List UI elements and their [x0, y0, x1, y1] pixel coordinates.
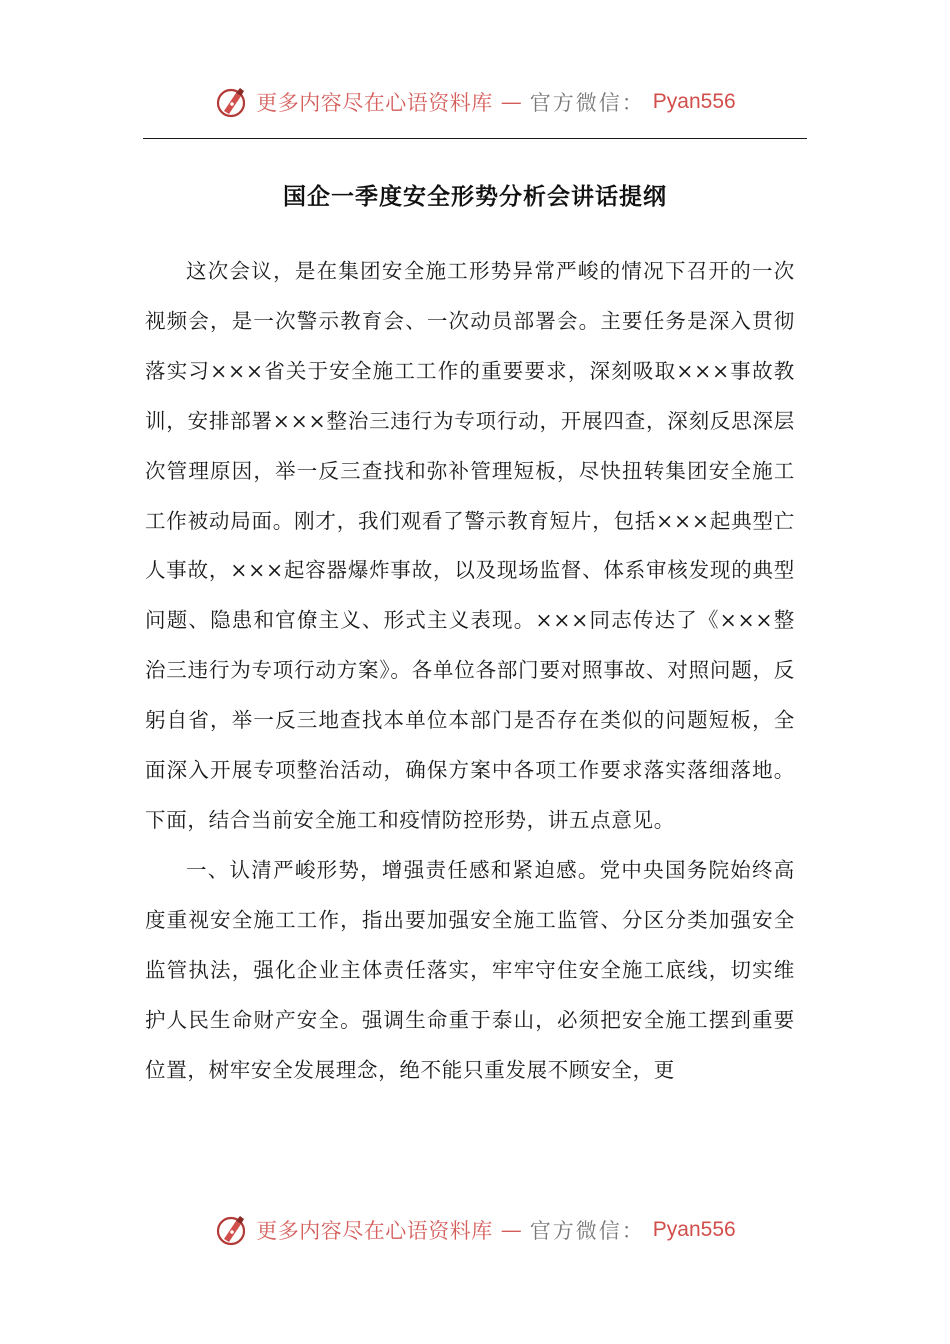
pen-nib-circle-icon — [214, 84, 250, 120]
watermark-dash: — — [500, 1218, 522, 1242]
pen-nib-circle-icon — [214, 1212, 250, 1248]
watermark-text: 更多内容尽在心语资料库 — [256, 1219, 493, 1243]
watermark-text: 更多内容尽在心语资料库 — [256, 91, 493, 115]
watermark-banner-top — [0, 80, 950, 124]
header-divider — [143, 138, 807, 139]
watermark-banner-bottom — [0, 1208, 950, 1252]
watermark-official-label: 官方微信： — [529, 91, 645, 115]
watermark-group — [214, 84, 735, 120]
watermark-group — [214, 1212, 735, 1248]
body-paragraph: 这次会议，是在集团安全施工形势异常严峻的情况下召开的一次视频会，是一次警示教育会、一次动员部署会。主要任务是深入贯彻落实习×××省关于安全施工工作的重要要求，深刻吸取×××事故教训，安排部署×××整治三违行为专项行动，开展四查，深刻反思深层次管理原因，举一反三查找和弥补管理短板，尽快扭转集团安全施工工作被动局面。刚才，我们观看了警示教育短片，包括×××起典型亡人事故，×××起容器爆炸事故，以及现场监督、体系审核发现的典型问题、隐患和官僚主义、形式主义表现。×××同志传达了《×××整治三违行为专项行动方案》。各单位各部门要对照事故、对照问题，反躬自省，举一反三地查找本单位本部门是否存在类似的问题短板，全面深入开展专项整治活动，确保方案中各项工作要求落实落细落地。下面，结合当前安全施工和疫情防控形势，讲五点意见。 — [145, 259, 795, 832]
page-title: 国企一季度安全形势分析会讲话提纲 — [283, 184, 667, 210]
watermark-dash: — — [500, 90, 522, 114]
watermark-wechat-id: Pyan556 — [652, 1218, 736, 1241]
watermark-wechat-id: Pyan556 — [652, 90, 736, 113]
document-body — [145, 247, 795, 1095]
watermark-official-label: 官方微信： — [529, 1219, 645, 1243]
body-paragraph: 一、认清严峻形势，增强责任感和紧迫感。党中央国务院始终高度重视安全施工工作，指出要加强安全施工监管、分区分类加强安全监管执法，强化企业主体责任落实，牢牢守住安全施工底线，切实维护人民生命财产安全。强调生命重于泰山，必须把安全施工摆到重要位置，树牢安全发展理念，绝不能只重发展不顾安全，更 — [145, 857, 795, 1082]
